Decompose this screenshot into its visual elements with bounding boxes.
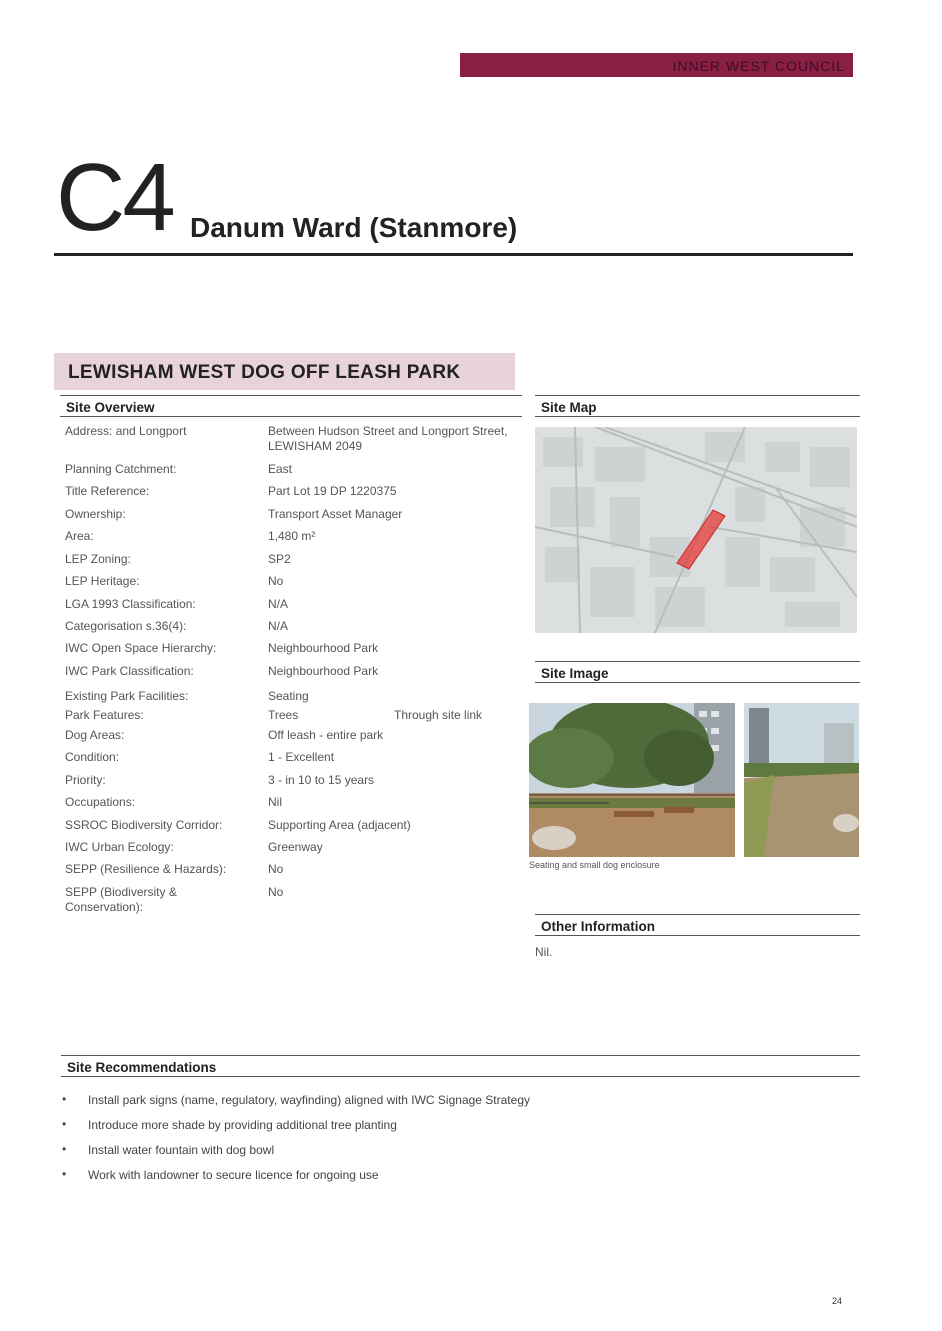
overview-value-line: SP2 [268,552,291,566]
site-image-heading: Site Image [541,666,609,681]
overview-value-line: N/A [268,619,289,633]
overview-value [268,597,518,612]
bullet-icon: • [62,1167,67,1181]
bullet-icon: • [62,1142,67,1156]
overview-value [268,552,518,567]
recommendations-header [61,1055,860,1077]
overview-value-line: Off leash - entire park [268,728,384,742]
recommendations-heading: Site Recommendations [67,1060,217,1075]
overview-value [268,574,518,589]
site-map-header [535,395,860,417]
overview-label: SEPP (Resilience & Hazards): [65,862,227,876]
overview-label: SSROC Biodiversity Corridor: [65,818,223,832]
overview-value [268,795,518,810]
overview-value [268,619,518,634]
recommendation-text: Introduce more shade by providing additional tree planting [88,1118,397,1132]
overview-label: Address: and Longport [65,424,187,438]
council-header-band [460,53,853,77]
overview-label: LGA 1993 Classification: [65,597,196,611]
title-divider [54,253,853,256]
overview-value [268,728,518,743]
overview-value-line: No [268,862,284,876]
overview-value [268,862,518,877]
overview-value [268,840,518,855]
overview-value-line: Transport Asset Manager [268,507,403,521]
overview-value-line: Neighbourhood Park [268,641,379,655]
overview-value [268,773,518,788]
park-title: LEWISHAM WEST DOG OFF LEASH PARK [68,362,461,383]
bullet-icon: • [62,1117,67,1131]
overview-value-line: 1,480 m² [268,529,316,543]
overview-label: IWC Open Space Hierarchy: [65,641,217,655]
overview-label: Planning Catchment: [65,462,177,476]
site-image-header [535,661,860,683]
overview-value [268,664,518,679]
overview-label: Priority: [65,773,106,787]
overview-label: Ownership: [65,507,126,521]
overview-label: IWC Park Classification: [65,664,194,678]
site-map-svg [535,427,857,633]
overview-value-line: N/A [268,597,289,611]
other-info-header [535,914,860,936]
overview-label: SEPP (Biodiversity & Conservation): [65,885,177,914]
recommendation-text: Work with landowner to secure licence for ongoing use [88,1168,379,1182]
overview-label: Area: [65,529,94,543]
overview-label: IWC Urban Ecology: [65,840,174,854]
overview-label: Existing Park Facilities: [65,689,189,703]
overview-label: Condition: [65,750,120,764]
site-map-image [535,427,857,633]
overview-label: Categorisation s.36(4): [65,619,187,633]
overview-label: LEP Heritage: [65,574,140,588]
overview-label: Park Features: [65,708,144,722]
site-photo-seating [529,703,735,857]
site-image-caption: Seating and small dog enclosure [529,860,660,870]
overview-value [268,462,518,477]
overview-value-line: Seating [268,689,309,703]
overview-label: Dog Areas: [65,728,125,742]
overview-value [268,484,518,499]
overview-value-line: Part Lot 19 DP 1220375 [268,484,397,498]
site-overview-heading: Site Overview [66,400,155,415]
page-number: 24 [832,1296,843,1306]
overview-value [268,424,518,454]
recommendation-text: Install water fountain with dog bowl [88,1143,275,1157]
overview-value [268,529,518,544]
overview-value-line: Supporting Area (adjacent) [268,818,411,832]
ward-title: Danum Ward (Stanmore) [190,212,518,243]
overview-value-line: No [268,885,284,899]
overview-extra-value: Through site link [394,708,483,722]
overview-value-line: Neighbourhood Park [268,664,379,678]
overview-value-line: LEWISHAM 2049 [268,439,363,453]
other-info-text: Nil. [535,945,553,959]
overview-value [268,507,518,522]
site-map-heading: Site Map [541,400,597,415]
bullet-icon: • [62,1092,67,1106]
site-photo-path [744,703,859,857]
overview-value [268,818,518,833]
park-title-banner [54,353,515,390]
overview-label: LEP Zoning: [65,552,131,566]
overview-value-line: 1 - Excellent [268,750,335,764]
overview-value-line: 3 - in 10 to 15 years [268,773,375,787]
overview-value [268,750,518,765]
section-code: C4 [56,144,173,251]
overview-value [268,689,518,704]
overview-label: Title Reference: [65,484,150,498]
other-info-heading: Other Information [541,919,655,934]
overview-value [268,641,518,656]
overview-value-line: East [268,462,293,476]
overview-value-line: Nil [268,795,282,809]
overview-value-line: No [268,574,284,588]
recommendation-text: Install park signs (name, regulatory, wayfinding) aligned with IWC Signage Strategy [88,1093,530,1107]
overview-value-line: Between Hudson Street and Longport Street, [268,424,508,438]
overview-value-line: Trees [268,708,299,722]
overview-value-line: Greenway [268,840,323,854]
overview-value [268,885,518,900]
council-name: INNER WEST COUNCIL [672,58,845,74]
site-overview-header [60,395,522,417]
overview-label: Occupations: [65,795,136,809]
